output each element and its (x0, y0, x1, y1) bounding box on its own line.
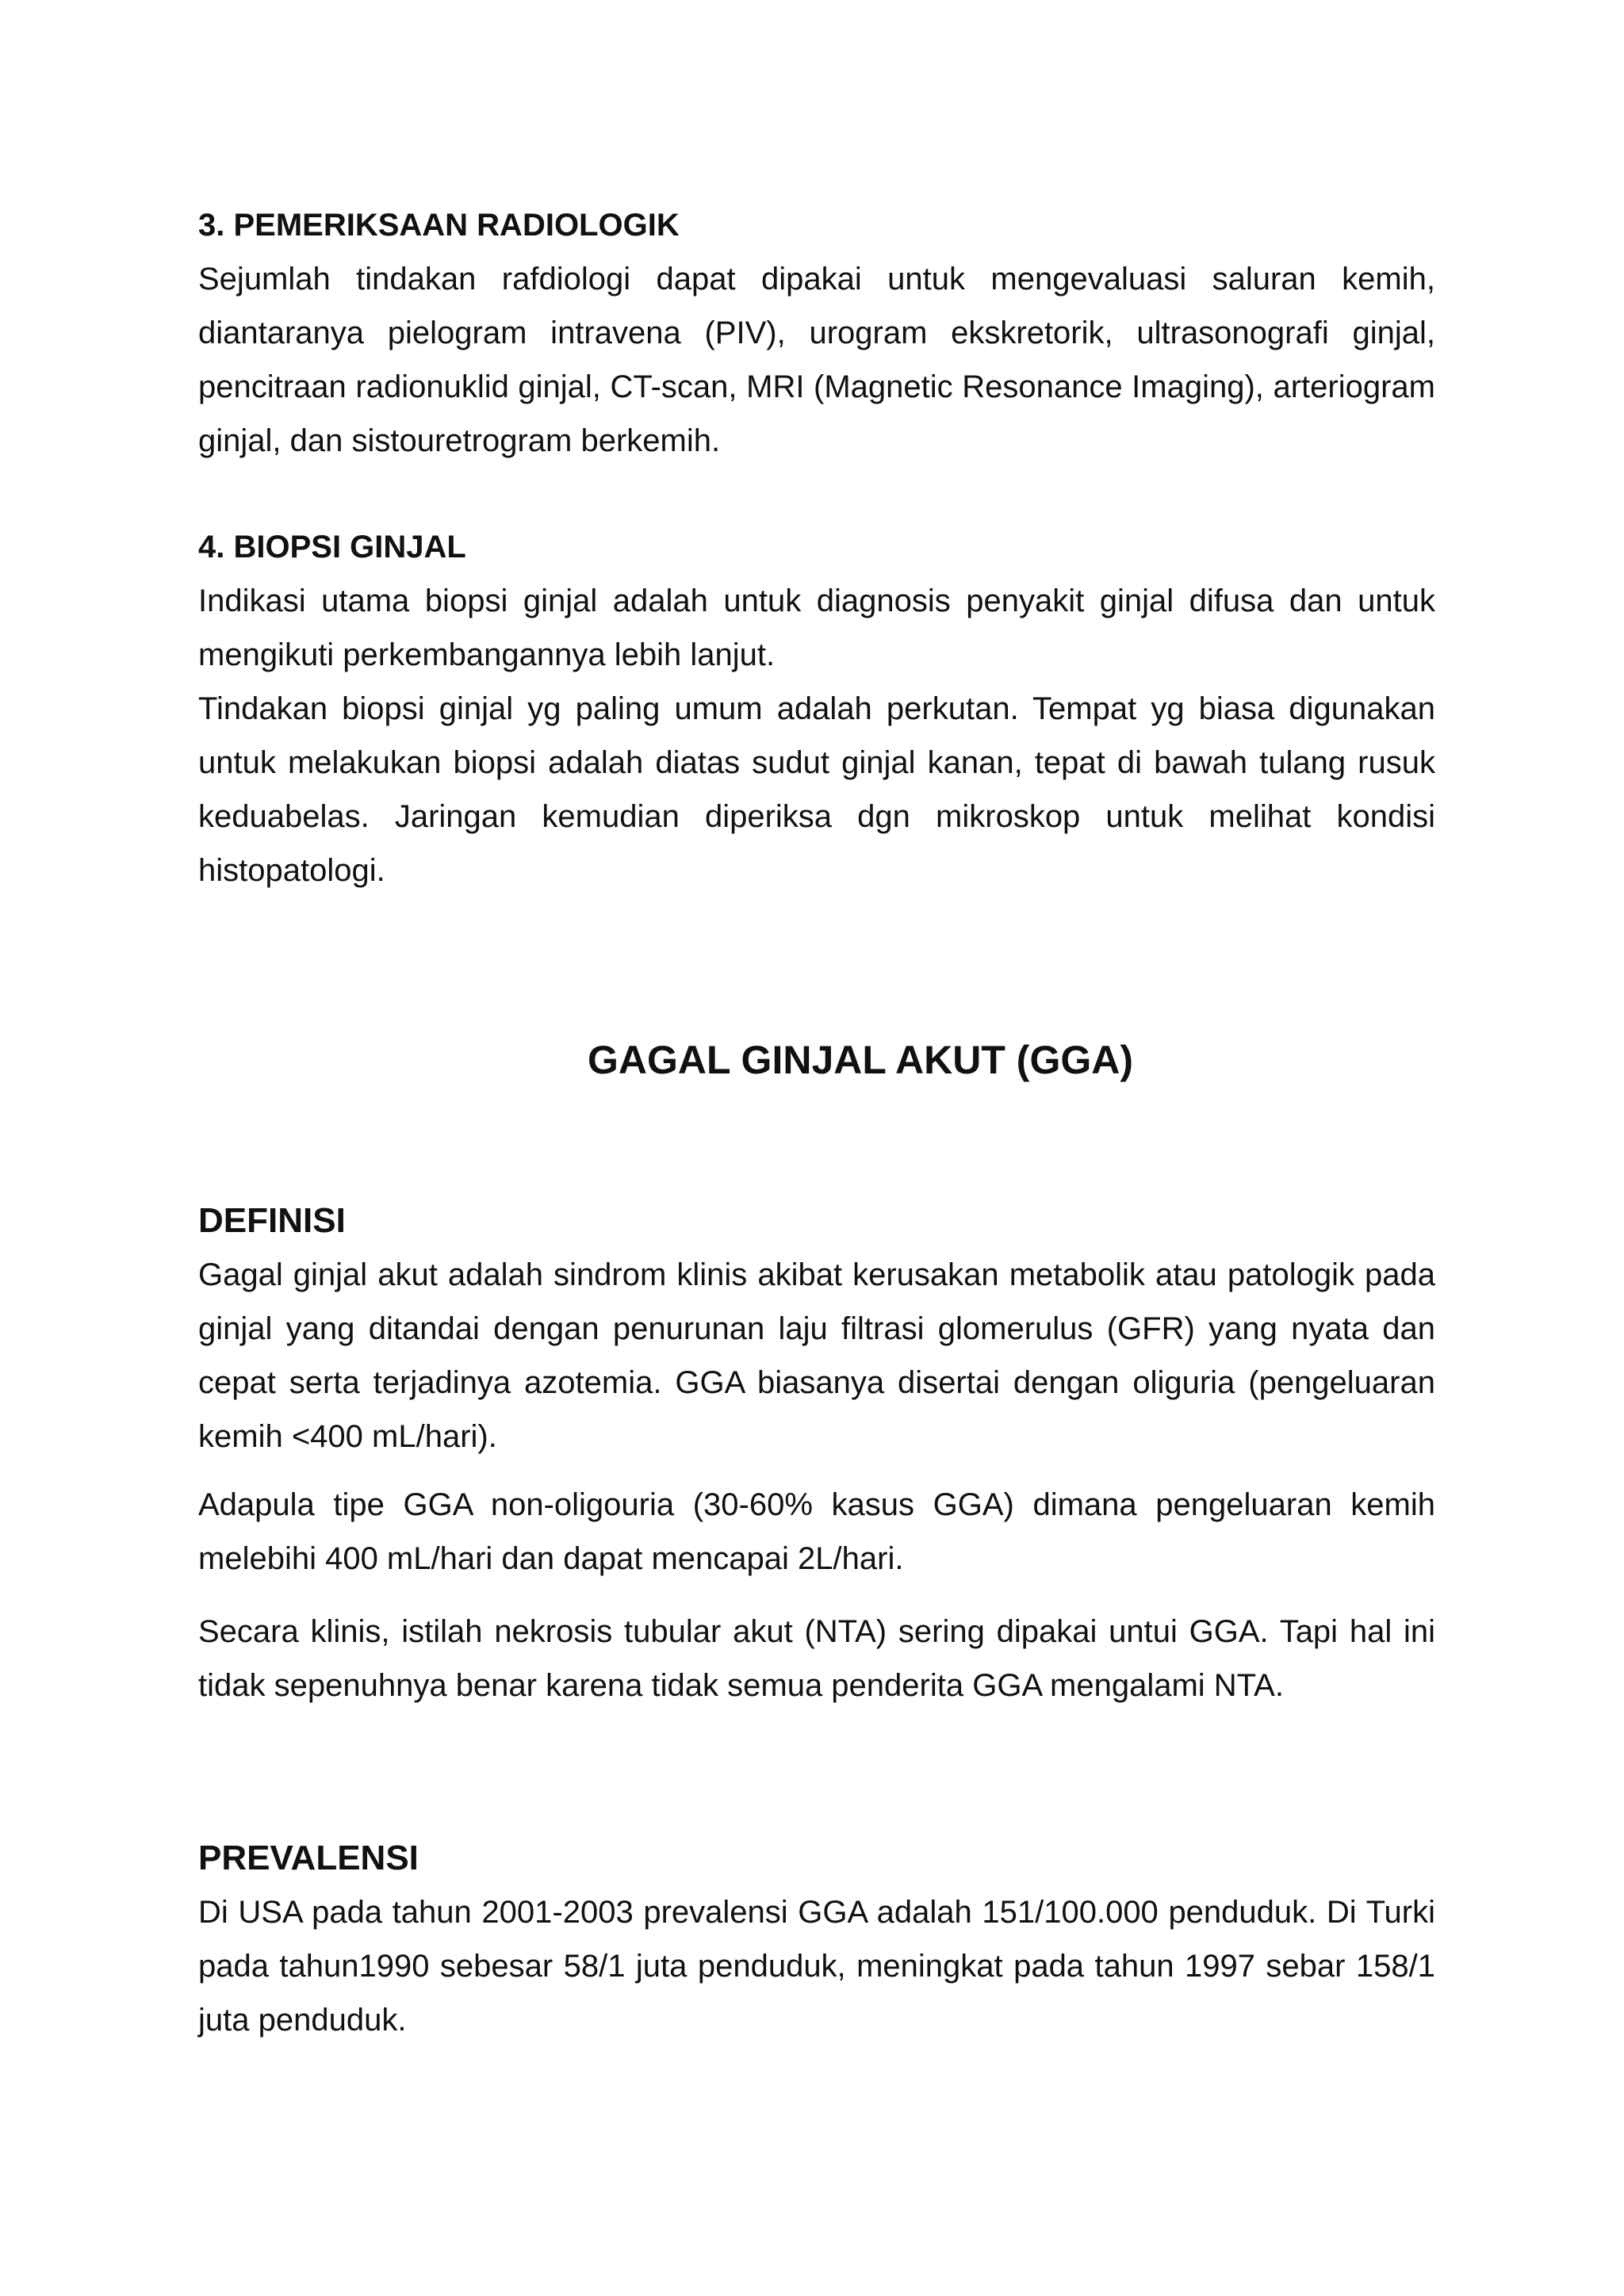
paragraph-definisi-2: Adapula tipe GGA non-oligouria (30-60% kasus GGA) dimana pengeluaran kemih melebihi 400 mL/hari dan dapat mencapai 2L/hari. (198, 1487, 1435, 1576)
paragraph-biopsi-2: Tindakan biopsi ginjal yg paling umum adalah perkutan. Tempat yg biasa digunakan untuk melakukan biopsi adalah diatas sudut ginjal kanan, tepat di bawah tulang rusuk keduabelas. Jaringan kemudian diperiksa dgn mikroskop untuk melihat kondisi histopatologi. (198, 691, 1435, 888)
spacer (198, 1088, 1435, 1194)
paragraph-biopsi-1: Indikasi utama biopsi ginjal adalah untuk diagnosis penyakit ginjal difusa dan untuk mengikuti perkembangannya lebih lanjut. (198, 584, 1435, 672)
section-heading-radiologi: 3. PEMERIKSAAN RADIOLOGIK (198, 208, 680, 243)
spacer (198, 897, 1435, 1032)
paragraph-prevalensi: Di USA pada tahun 2001-2003 prevalensi GGA adalah 151/100.000 penduduk. Di Turki pada tahun1990 sebesar 58/1 juta penduduk, meningkat pada tahun 1997 sebar 158/1 juta penduduk. (198, 1895, 1435, 2038)
main-title: GAGAL GINJAL AKUT (GGA) (588, 1038, 1133, 1082)
section-heading-biopsi: 4. BIOPSI GINJAL (198, 530, 466, 564)
paragraph-radiologi: Sejumlah tindakan rafdiologi dapat dipakai untuk mengevaluasi saluran kemih, diantaranya pielogram intravena (PIV), urogram ekskretorik, ultrasonografi ginjal, pencitraan radionuklid ginjal, CT-scan, MRI (Magnetic Resonance Imaging), arteriogram ginjal, dan sistouretrogram berkemih. (198, 262, 1435, 458)
paragraph-definisi-3: Secara klinis, istilah nekrosis tubular akut (NTA) sering dipakai untui GGA. Tapi hal ini tidak sepenuhnya benar karena tidak semua penderita GGA mengalami NTA. (198, 1614, 1435, 1703)
spacer (198, 1712, 1435, 1831)
page-content (198, 198, 1435, 2047)
section-heading-definisi: DEFINISI (198, 1201, 346, 1240)
section-heading-prevalensi: PREVALENSI (198, 1839, 419, 1877)
paragraph-definisi-1: Gagal ginjal akut adalah sindrom klinis akibat kerusakan metabolik atau patologik pada ginjal yang ditandai dengan penurunan laju filtrasi glomerulus (GFR) yang nyata dan cepat serta terjadinya azotemia. GGA biasanya disertai dengan oliguria (pengeluaran kemih <400 mL/hari). (198, 1257, 1435, 1454)
spacer (198, 468, 1435, 520)
